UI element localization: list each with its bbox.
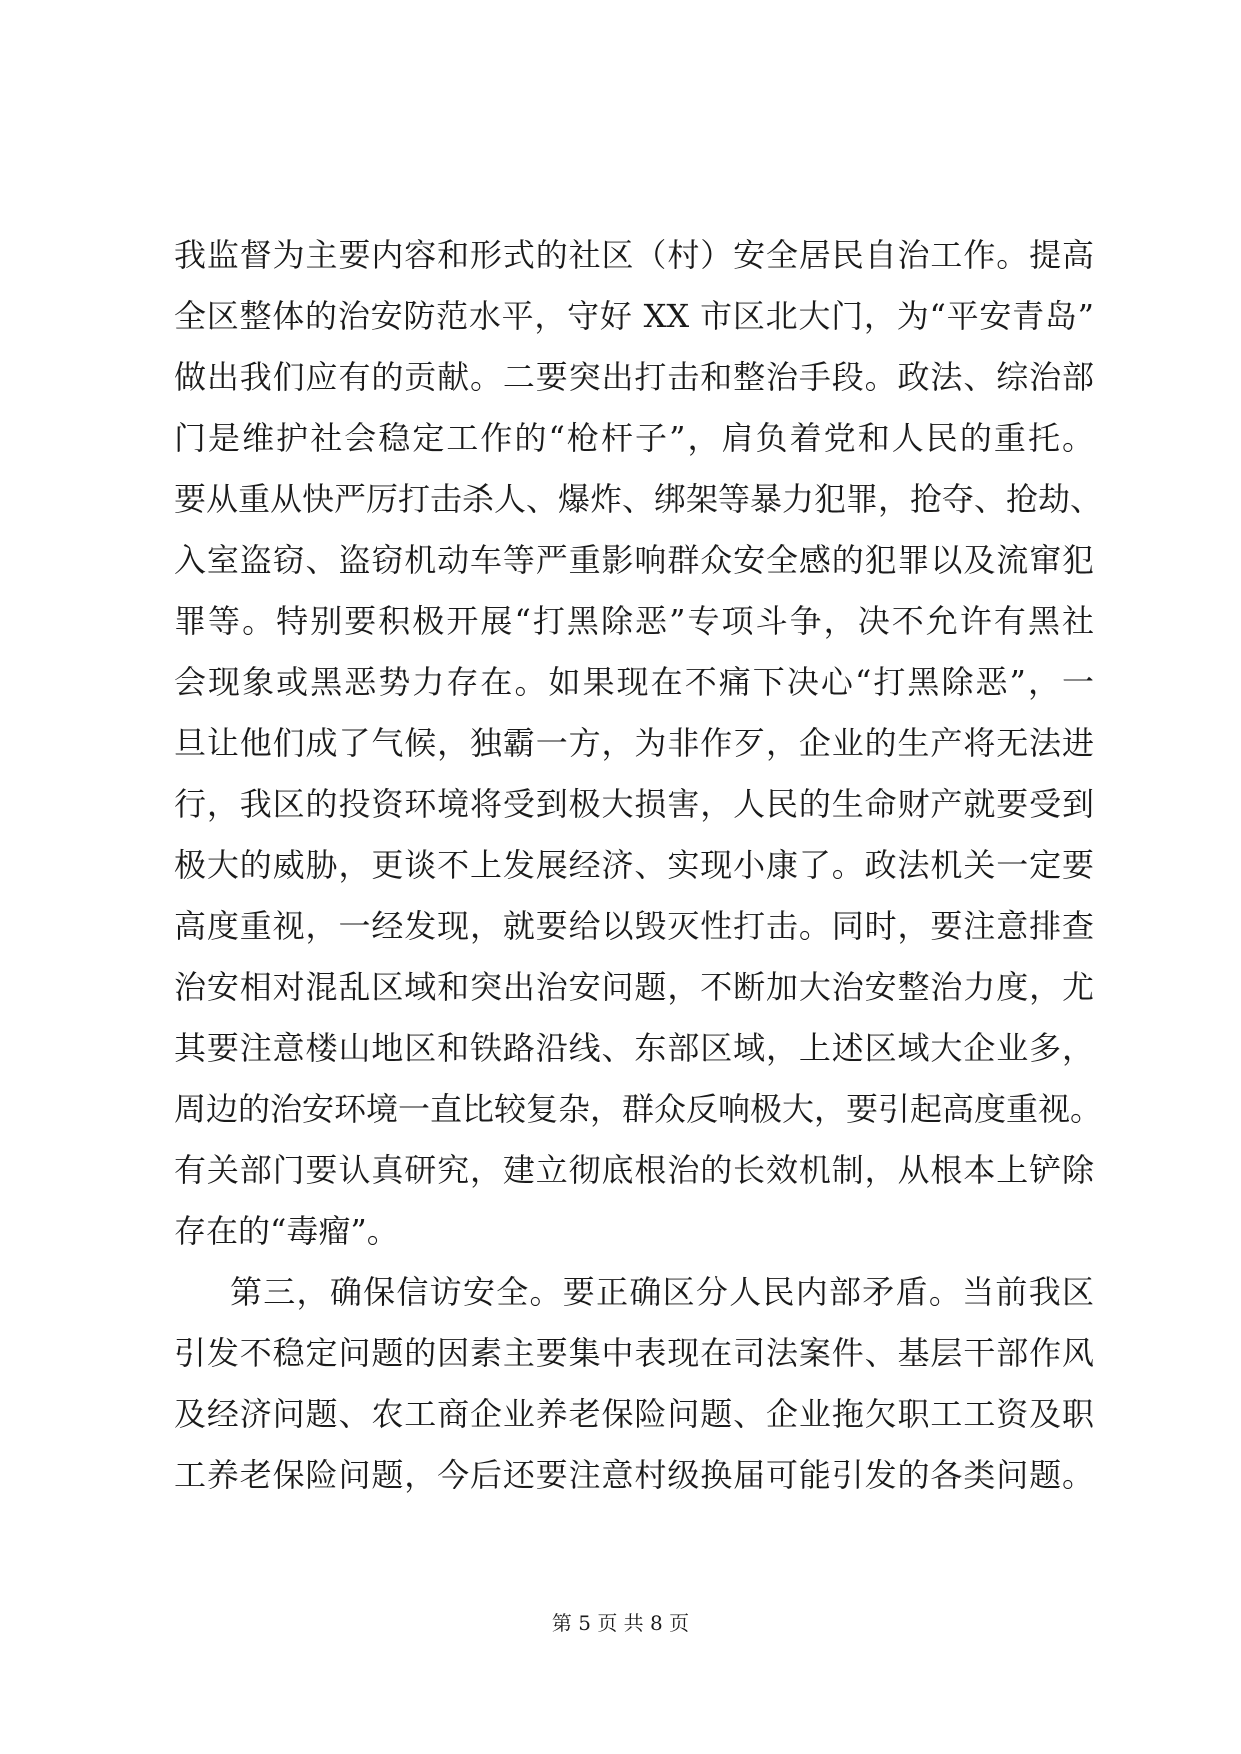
text-line: 治安相对混乱区域和突出治安问题，不断加大治安整治力度，尤	[174, 968, 1094, 1006]
text-line: 第三，确保信访安全。要正确区分人民内部矛盾。当前我区	[230, 1273, 1094, 1311]
text-line: 周边的治安环境一直比较复杂，群众反响极大，要引起高度重视。	[174, 1090, 1103, 1128]
paragraph-1	[174, 225, 1103, 1262]
text-line: 门是维护社会稳定工作的“枪杆子”，肩负着党和人民的重托。	[174, 419, 1094, 457]
text-line: 有关部门要认真研究，建立彻底根治的长效机制，从根本上铲除	[174, 1151, 1094, 1189]
text-line: 全区整体的治安防范水平，守好 XX 市区北大门，为“平安青岛”	[174, 297, 1094, 335]
text-line: 工养老保险问题，今后还要注意村级换届可能引发的各类问题。	[174, 1456, 1094, 1494]
text-line: 极大的威胁，更谈不上发展经济、实现小康了。政法机关一定要	[174, 846, 1094, 884]
text-line: 做出我们应有的贡献。二要突出打击和整治手段。政法、综治部	[174, 358, 1094, 396]
text-line: 引发不稳定问题的因素主要集中表现在司法案件、基层干部作风	[174, 1334, 1094, 1372]
text-line: 会现象或黑恶势力存在。如果现在不痛下决心“打黑除恶”，一	[174, 663, 1094, 701]
text-line: 旦让他们成了气候，独霸一方，为非作歹，企业的生产将无法进	[174, 724, 1094, 762]
text-line: 要从重从快严厉打击杀人、爆炸、绑架等暴力犯罪，抢夺、抢劫、	[174, 480, 1103, 518]
text-line: 存在的“毒瘤”。	[174, 1212, 399, 1250]
page-number-footer: 第 5 页 共 8 页	[551, 1611, 690, 1635]
text-line: 入室盗窃、盗窃机动车等严重影响群众安全感的犯罪以及流窜犯	[174, 541, 1094, 579]
text-line: 行，我区的投资环境将受到极大损害，人民的生命财产就要受到	[174, 785, 1094, 823]
document-body	[174, 225, 1103, 1506]
paragraph-2	[174, 1262, 1094, 1506]
text-line: 其要注意楼山地区和铁路沿线、东部区域，上述区域大企业多，	[174, 1029, 1094, 1067]
text-line: 高度重视，一经发现，就要给以毁灭性打击。同时，要注意排查	[174, 907, 1094, 945]
text-line: 罪等。特别要积极开展“打黑除恶”专项斗争，决不允许有黑社	[174, 602, 1094, 640]
text-line: 及经济问题、农工商企业养老保险问题、企业拖欠职工工资及职	[174, 1395, 1094, 1433]
text-line: 我监督为主要内容和形式的社区（村）安全居民自治工作。提高	[174, 236, 1094, 274]
